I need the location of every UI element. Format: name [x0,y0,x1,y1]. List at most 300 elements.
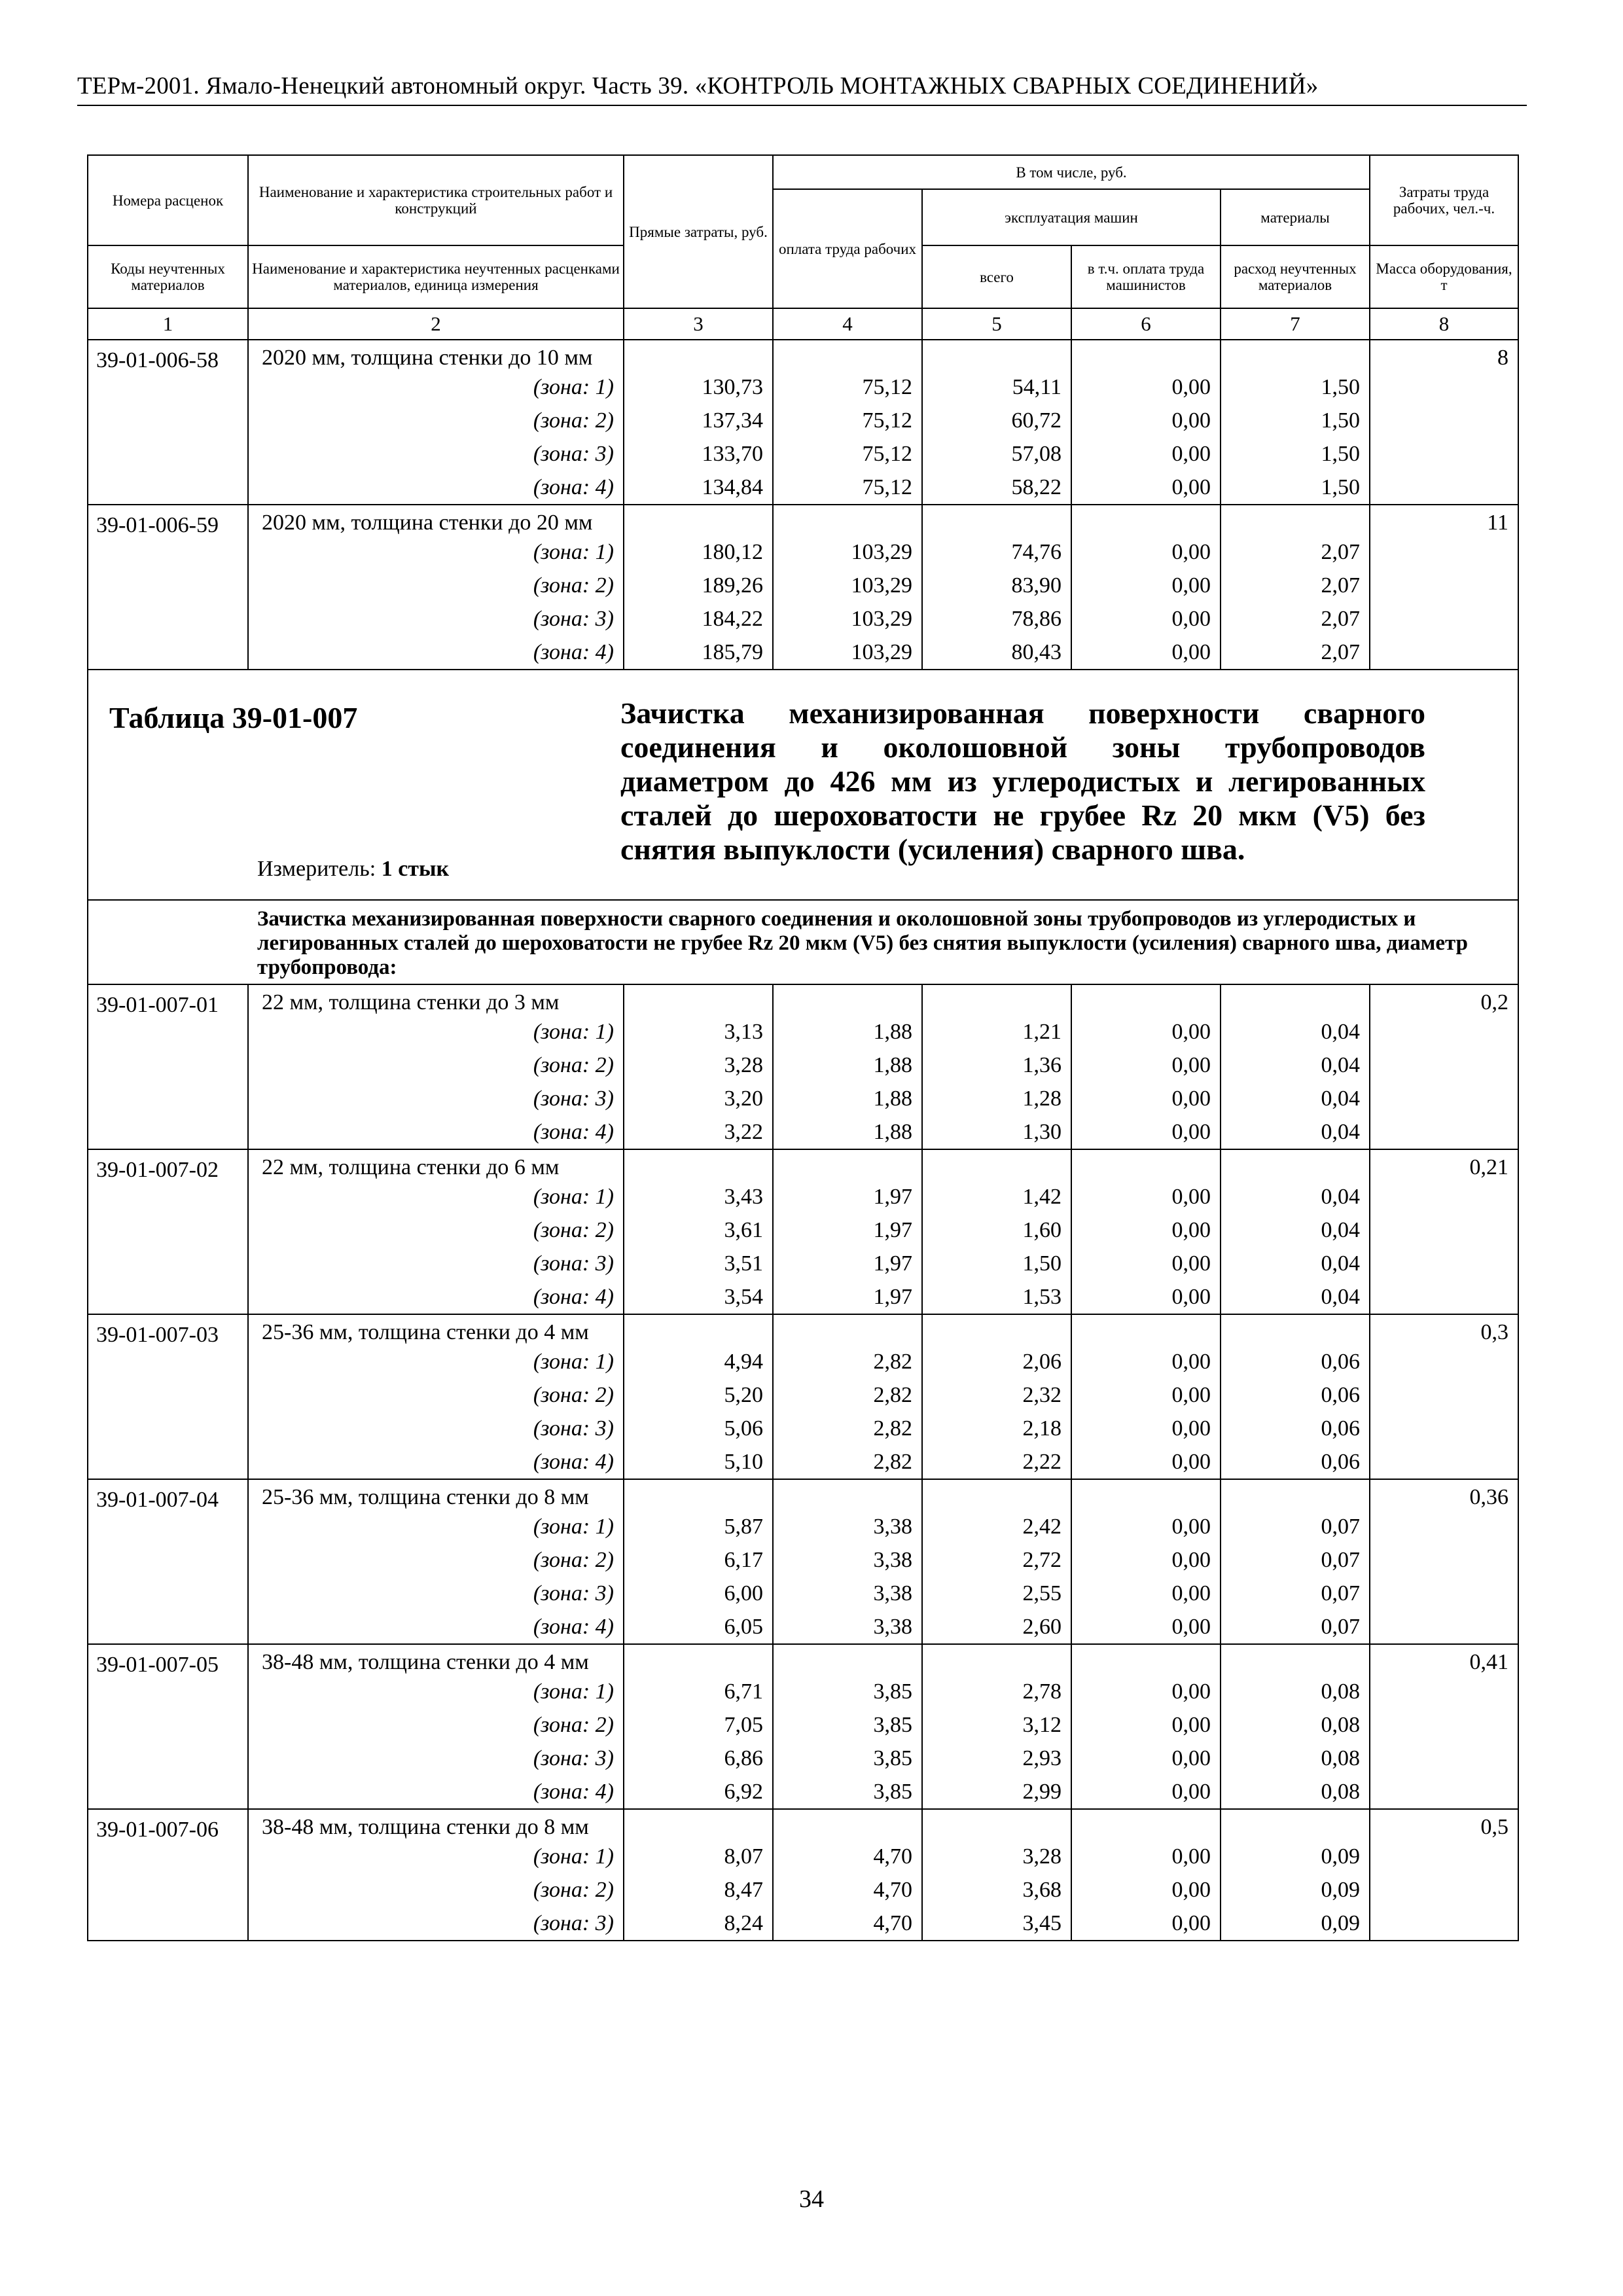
machines-cost-value: 83,90 [1011,573,1061,598]
machinists-pay-value: 0,00 [1171,1251,1211,1276]
table-label: Таблица 39-01-007 [109,701,358,734]
direct-cost-value: 5,06 [724,1416,763,1441]
zone-label: (зона: 3) [533,607,614,631]
materials-cost-value: 0,08 [1321,1746,1361,1770]
rate-code-value: 39-01-006-58 [96,348,219,372]
labor-cost-cell [1370,1314,1518,1479]
rate-code-value: 39-01-007-02 [96,1158,219,1182]
materials-cost-value: 0,09 [1321,1844,1361,1869]
machinists-pay-cell [1071,1809,1221,1941]
zone-label: (зона: 3) [533,1416,614,1441]
materials-cost-value: 0,07 [1321,1548,1361,1572]
zone-label: (зона: 4) [533,1120,614,1144]
workers-pay-value: 1,88 [873,1086,912,1111]
workers-pay-value: 3,85 [873,1713,912,1737]
rate-code-value: 39-01-007-05 [96,1653,219,1677]
workers-pay-value: 1,88 [873,1053,912,1077]
direct-cost-value: 184,22 [702,607,763,631]
zone-label: (зона: 2) [533,408,614,433]
zone-label: (зона: 4) [533,640,614,664]
materials-cost-value: 2,07 [1321,640,1361,664]
direct-cost-value: 4,94 [724,1350,763,1374]
header-unaccounted-materials: расход неучтенных материалов [1221,245,1370,308]
direct-cost-value: 6,92 [724,1780,763,1804]
header-material-names: Наименование и характеристика неучтенных расценками материалов, единица измерения [248,245,624,308]
workers-pay-value: 4,70 [873,1878,912,1902]
workers-pay-value: 75,12 [862,442,912,466]
materials-cost-cell [1221,340,1370,505]
header-workers-pay: оплата труда рабочих [773,189,922,308]
direct-cost-value: 3,43 [724,1185,763,1209]
column-numbers-row [88,308,1518,340]
machinists-pay-value: 0,00 [1171,1746,1211,1770]
workers-pay-value: 2,82 [873,1416,912,1441]
machines-cost-cell [922,1479,1071,1644]
machinists-pay-cell [1071,1149,1221,1314]
labor-cost-cell [1370,1479,1518,1644]
materials-cost-value: 0,07 [1321,1615,1361,1639]
machines-cost-value: 58,22 [1011,475,1061,499]
rate-code [88,1314,248,1479]
machinists-pay-value: 0,00 [1171,1713,1211,1737]
machinists-pay-spacer [1072,1315,1220,1345]
direct-cost-value: 3,20 [724,1086,763,1111]
rate-code [88,1809,248,1941]
materials-cost-cell [1221,1479,1370,1644]
materials-cost-spacer [1221,340,1369,370]
machinists-pay-value: 0,00 [1171,475,1211,499]
workers-pay-value: 1,88 [873,1020,912,1044]
machines-cost-value: 2,55 [1022,1581,1061,1605]
workers-pay-value: 103,29 [851,573,912,598]
materials-cost-value: 1,50 [1321,375,1361,399]
page-number: 34 [799,2185,824,2213]
labor-cost-value: 0,5 [1480,1815,1509,1839]
zone-label: (зона: 4) [533,1450,614,1474]
materials-cost-cell [1221,1149,1370,1314]
zone-label: (зона: 1) [533,540,614,564]
machinists-pay-value: 0,00 [1171,1086,1211,1111]
direct-cost-value: 133,70 [702,442,763,466]
labor-cost-cell [1370,984,1518,1149]
machinists-pay-value: 0,00 [1171,1350,1211,1374]
rate-name [248,1314,624,1479]
machines-cost-value: 1,21 [1022,1020,1061,1044]
materials-cost-value: 0,07 [1321,1515,1361,1539]
machinists-pay-spacer [1072,1480,1220,1510]
materials-cost-value: 0,08 [1321,1780,1361,1804]
workers-pay-value: 103,29 [851,640,912,664]
rate-code [88,1644,248,1809]
labor-cost-value: 0,2 [1480,990,1509,1014]
workers-pay-cell [773,505,922,670]
header-including: В том числе, руб. [773,155,1370,189]
workers-pay-value: 2,82 [873,1450,912,1474]
workers-pay-cell [773,340,922,505]
machinists-pay-value: 0,00 [1171,1911,1211,1935]
labor-cost-value: 0,21 [1469,1155,1509,1179]
materials-cost-value: 0,08 [1321,1679,1361,1704]
rate-code-value: 39-01-007-03 [96,1323,219,1347]
workers-pay-value: 3,38 [873,1581,912,1605]
materials-cost-value: 0,09 [1321,1911,1361,1935]
direct-cost-value: 130,73 [702,375,763,399]
rate-name-text: 25-36 мм, толщина стенки до 4 мм [262,1320,589,1344]
machines-cost-spacer [923,1150,1071,1180]
direct-cost-value: 6,17 [724,1548,763,1572]
zone-label: (зона: 1) [533,1020,614,1044]
header-material-codes: Коды неучтенных материалов [88,245,248,308]
machines-cost-spacer [923,1645,1071,1675]
zone-label: (зона: 4) [533,1615,614,1639]
materials-cost-cell [1221,1809,1370,1941]
zone-label: (зона: 4) [533,475,614,499]
section-title: Зачистка механизированная поверхности сварного соединения и околошовной зоны трубопроводов из углеродистых и легированных сталей до шероховатости не грубее Rz 20 мкм (V5) без снятия выпуклости (усиления) сварного шва, диаметр трубопровода: [88,900,1518,984]
materials-cost-value: 1,50 [1321,442,1361,466]
table-row [88,1809,1518,1941]
column-number: 1 [88,308,248,340]
rate-code-value: 39-01-007-04 [96,1488,219,1512]
rate-name-text: 2020 мм, толщина стенки до 20 мм [262,511,593,535]
materials-cost-cell [1221,984,1370,1149]
header-machinists-pay: в т.ч. оплата труда машинистов [1071,245,1221,308]
measurement-unit-value: 1 стык [381,857,450,881]
machinists-pay-value: 0,00 [1171,1780,1211,1804]
rate-name-text: 22 мм, толщина стенки до 3 мм [262,990,560,1014]
labor-cost-cell [1370,1149,1518,1314]
rate-code [88,505,248,670]
rate-name [248,1479,624,1644]
machines-cost-value: 2,93 [1022,1746,1061,1770]
zone-label: (зона: 1) [533,1844,614,1869]
direct-cost-value: 189,26 [702,573,763,598]
section-title-row [88,900,1518,984]
direct-cost-value: 8,47 [724,1878,763,1902]
machinists-pay-value: 0,00 [1171,1185,1211,1209]
zone-label: (зона: 3) [533,1746,614,1770]
machines-cost-value: 1,60 [1022,1218,1061,1242]
workers-pay-value: 2,82 [873,1350,912,1374]
materials-cost-value: 0,07 [1321,1581,1361,1605]
machines-cost-value: 1,30 [1022,1120,1061,1144]
machinists-pay-value: 0,00 [1171,1548,1211,1572]
machines-cost-value: 74,76 [1011,540,1061,564]
workers-pay-value: 4,70 [873,1911,912,1935]
direct-cost-spacer [624,985,772,1015]
zone-label: (зона: 2) [533,1713,614,1737]
machines-cost-value: 3,12 [1022,1713,1061,1737]
direct-cost-value: 180,12 [702,540,763,564]
machinists-pay-value: 0,00 [1171,1515,1211,1539]
rate-name-text: 38-48 мм, толщина стенки до 8 мм [262,1815,589,1839]
direct-cost-value: 5,20 [724,1383,763,1407]
materials-cost-cell [1221,1314,1370,1479]
machines-cost-spacer [923,505,1071,535]
direct-cost-spacer [624,1315,772,1345]
column-number: 7 [1221,308,1370,340]
workers-pay-value: 1,97 [873,1285,912,1309]
table-row [88,984,1518,1149]
materials-cost-spacer [1221,1480,1369,1510]
machines-cost-value: 1,42 [1022,1185,1061,1209]
header-labor-costs: Затраты труда рабочих, чел.-ч. [1370,155,1518,245]
measurement-unit-label: Измеритель: [257,857,376,881]
machines-cost-value: 1,36 [1022,1053,1061,1077]
materials-cost-value: 0,06 [1321,1450,1361,1474]
machines-cost-value: 1,50 [1022,1251,1061,1276]
machinists-pay-cell [1071,984,1221,1149]
machinists-pay-value: 0,00 [1171,1450,1211,1474]
rate-name [248,984,624,1149]
machinists-pay-value: 0,00 [1171,1020,1211,1044]
machinists-pay-cell [1071,1644,1221,1809]
rate-name [248,1809,624,1941]
machines-cost-cell [922,1644,1071,1809]
materials-cost-value: 1,50 [1321,475,1361,499]
workers-pay-cell [773,1809,922,1941]
machinists-pay-value: 0,00 [1171,1878,1211,1902]
machinists-pay-value: 0,00 [1171,408,1211,433]
machinists-pay-value: 0,00 [1171,573,1211,598]
direct-cost-value: 3,51 [724,1251,763,1276]
materials-cost-value: 0,04 [1321,1020,1361,1044]
machines-cost-cell [922,1314,1071,1479]
machines-cost-value: 2,60 [1022,1615,1061,1639]
table-description: Зачистка механизированная поверхности сварного соединения и околошовной зоны трубопроводов диаметром до 426 мм из углеродистых и легированных сталей до шероховатости не грубее Rz 20 мкм (V5) без снятия выпуклости (усиления) сварного шва. [620,696,1425,866]
machines-cost-spacer [923,985,1071,1015]
machinists-pay-value: 0,00 [1171,1416,1211,1441]
zone-label: (зона: 3) [533,1911,614,1935]
workers-pay-value: 103,29 [851,540,912,564]
labor-cost-value: 8 [1497,346,1509,370]
materials-cost-value: 0,06 [1321,1416,1361,1441]
workers-pay-value: 1,97 [873,1185,912,1209]
direct-cost-value: 6,05 [724,1615,763,1639]
materials-cost-value: 0,04 [1321,1218,1361,1242]
machinists-pay-value: 0,00 [1171,607,1211,631]
machinists-pay-value: 0,00 [1171,1615,1211,1639]
machinists-pay-cell [1071,505,1221,670]
direct-cost-value: 6,71 [724,1679,763,1704]
rate-name-text: 22 мм, толщина стенки до 6 мм [262,1155,560,1179]
labor-cost-value: 0,36 [1469,1485,1509,1509]
workers-pay-value: 1,88 [873,1120,912,1144]
machinists-pay-value: 0,00 [1171,540,1211,564]
column-number: 4 [773,308,922,340]
zone-label: (зона: 2) [533,1383,614,1407]
machinists-pay-cell [1071,1314,1221,1479]
materials-cost-spacer [1221,1810,1369,1840]
header-direct-costs: Прямые затраты, руб. [624,155,773,308]
machines-cost-value: 2,32 [1022,1383,1061,1407]
direct-cost-value: 3,28 [724,1053,763,1077]
workers-pay-value: 3,85 [873,1679,912,1704]
header-machines-total: всего [922,245,1071,308]
column-number: 8 [1370,308,1518,340]
materials-cost-spacer [1221,1315,1369,1345]
direct-cost-cell [624,1809,773,1941]
header-work-name: Наименование и характеристика строительных работ и конструкций [248,155,624,245]
machinists-pay-spacer [1072,985,1220,1015]
workers-pay-cell [773,1149,922,1314]
zone-label: (зона: 3) [533,1581,614,1605]
table-row [88,505,1518,670]
workers-pay-value: 3,85 [873,1780,912,1804]
workers-pay-value: 3,85 [873,1746,912,1770]
direct-cost-value: 8,24 [724,1911,763,1935]
zone-label: (зона: 2) [533,1053,614,1077]
labor-cost-cell [1370,1809,1518,1941]
workers-pay-value: 75,12 [862,475,912,499]
direct-cost-cell [624,1149,773,1314]
direct-cost-value: 8,07 [724,1844,763,1869]
zone-label: (зона: 2) [533,1878,614,1902]
workers-pay-value: 3,38 [873,1548,912,1572]
workers-pay-spacer [774,340,921,370]
materials-cost-spacer [1221,985,1369,1015]
zone-label: (зона: 1) [533,1679,614,1704]
machinists-pay-value: 0,00 [1171,1053,1211,1077]
materials-cost-value: 0,09 [1321,1878,1361,1902]
direct-cost-value: 6,00 [724,1581,763,1605]
machinists-pay-spacer [1072,1810,1220,1840]
header-rule [77,105,1527,106]
machines-cost-cell [922,340,1071,505]
materials-cost-spacer [1221,1150,1369,1180]
direct-cost-spacer [624,340,772,370]
direct-cost-spacer [624,1645,772,1675]
table-caption-cell [88,670,1518,900]
column-number: 5 [922,308,1071,340]
machines-cost-value: 3,45 [1022,1911,1061,1935]
workers-pay-value: 75,12 [862,375,912,399]
machinists-pay-cell [1071,340,1221,505]
table-row [88,340,1518,505]
materials-cost-value: 0,06 [1321,1350,1361,1374]
rate-name-text: 38-48 мм, толщина стенки до 4 мм [262,1650,589,1674]
direct-cost-value: 3,22 [724,1120,763,1144]
table-body [88,155,1518,1941]
workers-pay-spacer [774,985,921,1015]
rate-code [88,1479,248,1644]
rate-code [88,340,248,505]
machinists-pay-value: 0,00 [1171,1120,1211,1144]
machines-cost-value: 54,11 [1012,375,1061,399]
column-number: 2 [248,308,624,340]
materials-cost-cell [1221,505,1370,670]
direct-cost-value: 6,86 [724,1746,763,1770]
direct-cost-cell [624,1314,773,1479]
rate-code [88,1149,248,1314]
zone-label: (зона: 2) [533,1548,614,1572]
labor-cost-value: 11 [1487,511,1509,535]
materials-cost-value: 0,08 [1321,1713,1361,1737]
zone-label: (зона: 1) [533,375,614,399]
direct-cost-cell [624,505,773,670]
direct-cost-value: 3,13 [724,1020,763,1044]
header-row-1 [88,155,1518,189]
materials-cost-value: 0,04 [1321,1053,1361,1077]
machines-cost-value: 1,28 [1022,1086,1061,1111]
rate-name [248,1644,624,1809]
materials-cost-value: 0,04 [1321,1251,1361,1276]
rate-name-text: 25-36 мм, толщина стенки до 8 мм [262,1485,589,1509]
header-rate-numbers: Номера расценок [88,155,248,245]
zone-label: (зона: 2) [533,573,614,598]
workers-pay-value: 103,29 [851,607,912,631]
machinists-pay-value: 0,00 [1171,640,1211,664]
machines-cost-value: 2,06 [1022,1350,1061,1374]
materials-cost-value: 0,04 [1321,1086,1361,1111]
workers-pay-value: 75,12 [862,408,912,433]
machinists-pay-value: 0,00 [1171,442,1211,466]
direct-cost-value: 5,87 [724,1515,763,1539]
machines-cost-cell [922,1809,1071,1941]
workers-pay-value: 4,70 [873,1844,912,1869]
direct-cost-spacer [624,1480,772,1510]
rates-table [87,154,1519,1941]
machines-cost-value: 2,42 [1022,1515,1061,1539]
table-row [88,1314,1518,1479]
materials-cost-value: 0,04 [1321,1185,1361,1209]
machines-cost-spacer [923,1810,1071,1840]
machines-cost-value: 2,78 [1022,1679,1061,1704]
materials-cost-cell [1221,1644,1370,1809]
direct-cost-spacer [624,505,772,535]
zone-label: (зона: 3) [533,1086,614,1111]
machinists-pay-value: 0,00 [1171,1383,1211,1407]
workers-pay-spacer [774,1480,921,1510]
machines-cost-value: 1,53 [1022,1285,1061,1309]
direct-cost-value: 137,34 [702,408,763,433]
machines-cost-cell [922,1149,1071,1314]
direct-cost-cell [624,984,773,1149]
materials-cost-value: 2,07 [1321,607,1361,631]
labor-cost-cell [1370,340,1518,505]
header-machines: эксплуатация машин [922,189,1221,245]
machinists-pay-value: 0,00 [1171,1844,1211,1869]
header-equipment-mass: Масса оборудования, т [1370,245,1518,308]
zone-label: (зона: 4) [533,1780,614,1804]
column-number: 6 [1071,308,1221,340]
table-caption [88,670,1518,899]
workers-pay-spacer [774,1810,921,1840]
direct-cost-value: 185,79 [702,640,763,664]
materials-cost-spacer [1221,505,1369,535]
machinists-pay-value: 0,00 [1171,1581,1211,1605]
table-caption-row [88,670,1518,900]
machines-cost-value: 80,43 [1011,640,1061,664]
direct-cost-spacer [624,1150,772,1180]
machines-cost-value: 2,22 [1022,1450,1061,1474]
header-materials: материалы [1221,189,1370,245]
zone-label: (зона: 3) [533,1251,614,1276]
direct-cost-value: 5,10 [724,1450,763,1474]
machines-cost-value: 2,99 [1022,1780,1061,1804]
machines-cost-value: 3,68 [1022,1878,1061,1902]
machines-cost-value: 2,18 [1022,1416,1061,1441]
direct-cost-value: 7,05 [724,1713,763,1737]
workers-pay-cell [773,1644,922,1809]
direct-cost-value: 3,61 [724,1218,763,1242]
measurement-unit [257,857,449,882]
materials-cost-value: 2,07 [1321,540,1361,564]
workers-pay-value: 3,38 [873,1615,912,1639]
labor-cost-cell [1370,1644,1518,1809]
direct-cost-cell [624,340,773,505]
workers-pay-value: 1,97 [873,1218,912,1242]
rate-name [248,505,624,670]
